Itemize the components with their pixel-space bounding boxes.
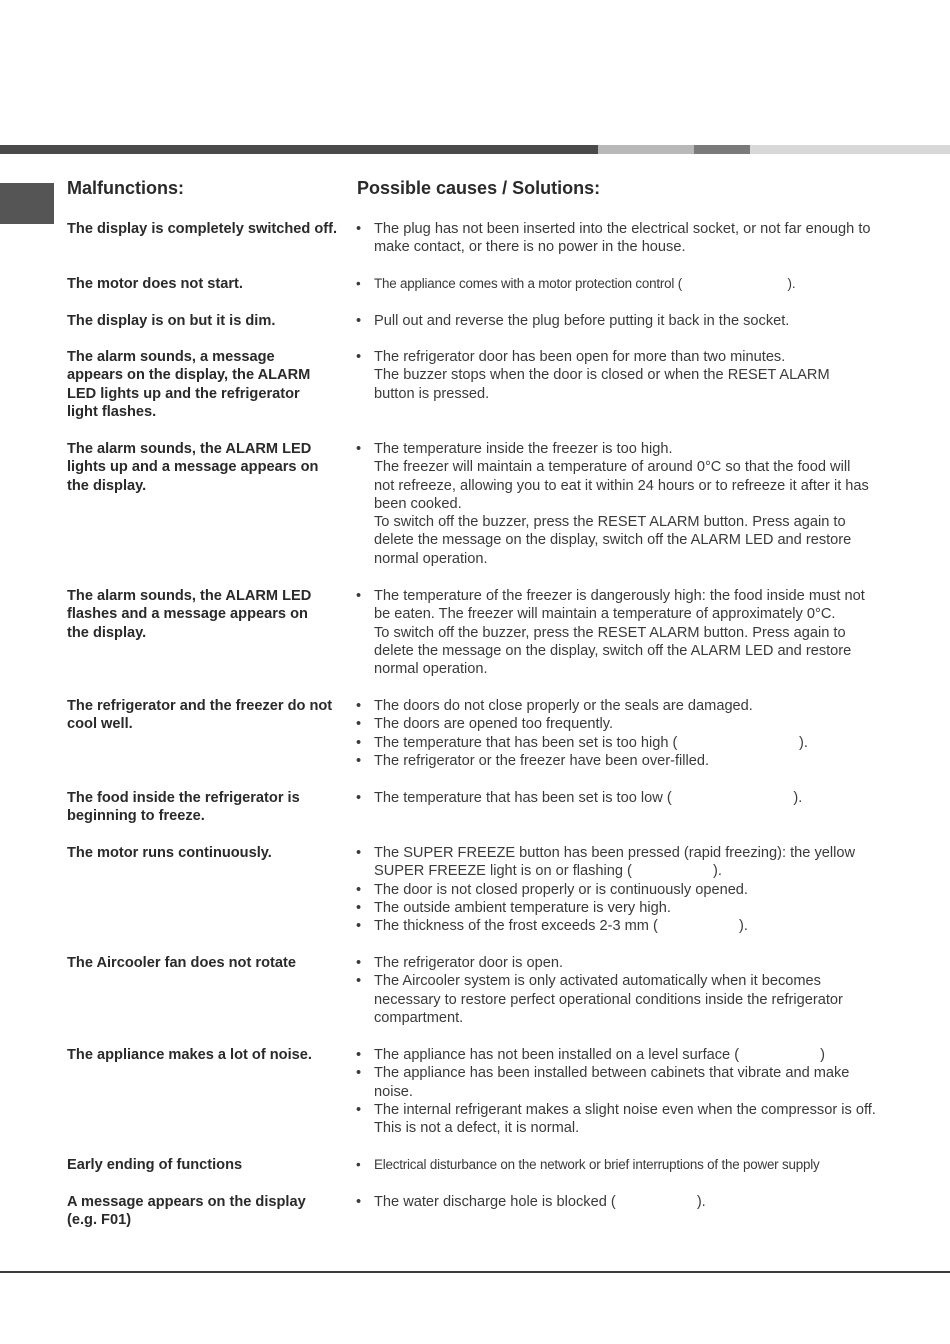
solution-list [356,1193,886,1211]
solution-line: • The temperature that has been set is too low ( ). [374,790,803,806]
solution-item [356,881,886,899]
solution-item [356,789,886,807]
solution-line: • The SUPER FREEZE button has been pressed (rapid freezing): the yellow [374,845,856,861]
malfunction-label [67,1156,350,1174]
solution-line: necessary to restore perfect operational conditions inside the refrigerator [374,991,843,1008]
solution-line: been cooked. [374,495,462,512]
malfunction-line: flashes and a message appears on [67,606,308,623]
solution-item [356,917,886,935]
malfunction-line: LED lights up and the refrigerator [67,385,300,402]
malfunction-label [67,275,350,293]
solution-item [356,1193,886,1211]
malfunction-label [67,312,350,330]
solution-list [356,789,886,807]
solution-item [356,844,886,881]
malfunction-label [67,697,350,734]
solution-line: • The temperature that has been set is too high ( ). [374,734,808,751]
language-tab-marker [0,183,54,224]
solution-line: • The Aircooler system is only activated automatically when it becomes [374,973,821,990]
solution-line: • The thickness of the frost exceeds 2-3 mm ( ). [374,918,748,935]
solution-item [356,734,886,752]
malfunction-line: The Aircooler fan does not rotate [67,955,296,971]
solution-line: • The outside ambient temperature is very high. [374,899,671,916]
solution-list [356,348,886,403]
solution-item [356,1064,886,1101]
malfunction-line: The alarm sounds, the ALARM LED [67,441,312,457]
solution-item [356,899,886,917]
malfunction-line: The display is completely switched off. [67,221,338,237]
solution-list [356,697,886,770]
solution-line: button is pressed. [374,385,490,402]
malfunction-line: cool well. [67,716,133,733]
solution-line: • Pull out and reverse the plug before putting it back in the socket. [374,313,790,329]
solution-item [356,587,886,678]
solution-line: • The appliance has not been installed on a level surface ( ) [374,1047,826,1063]
malfunction-line: the display. [67,624,147,641]
solution-line: delete the message on the display, switch off the ALARM LED and restore [374,532,852,549]
malfunction-label [67,1193,350,1230]
solution-item [356,1156,886,1174]
solution-item [356,752,886,770]
solution-item [356,1046,886,1064]
solution-line: • The water discharge hole is blocked ( ). [374,1194,706,1210]
solution-line: • The refrigerator door is open. [374,955,564,971]
malfunction-label [67,789,350,826]
top-color-bar [0,145,950,154]
solution-list [356,1156,886,1174]
malfunction-line: the display. [67,477,147,494]
solution-line: SUPER FREEZE light is on or flashing ( ). [374,863,722,880]
malfunction-line: The alarm sounds, a message [67,349,275,365]
solution-list [356,954,886,1027]
solution-line: be eaten. The freezer will maintain a temperature of approximately 0°C. [374,606,836,623]
solution-line: • The doors are opened too frequently. [374,716,614,733]
malfunction-label [67,844,350,862]
solution-line: • The refrigerator door has been open for more than two minutes. [374,349,786,365]
solution-list [356,440,886,568]
solution-line: • The appliance has been installed between cabinets that vibrate and make [374,1065,850,1082]
malfunction-line: lights up and a message appears on [67,459,319,476]
malfunction-line: light flashes. [67,403,157,420]
solution-line: • The refrigerator or the freezer have been over-filled. [374,752,710,769]
solution-item [356,715,886,733]
top-bar-segment [750,145,950,154]
solution-line: To switch off the buzzer, press the RESET ALARM button. Press again to [374,624,846,641]
malfunction-label [67,1046,350,1064]
malfunction-line: Early ending of functions [67,1157,243,1173]
solution-item [356,440,886,568]
malfunction-label [67,220,350,238]
solution-list [356,275,886,293]
solution-line: • The temperature inside the freezer is too high. [374,441,673,457]
top-bar-segment [598,145,694,154]
solution-line: • The appliance comes with a motor protection control ( ). [374,276,796,291]
solution-line: • The internal refrigerant makes a slight noise even when the compressor is off. [374,1101,876,1118]
malfunction-line: beginning to freeze. [67,808,205,825]
bottom-rule [0,1271,950,1273]
solution-item [356,954,886,972]
solution-line: noise. [374,1083,413,1100]
solution-list [356,220,886,257]
solution-line: • The plug has not been inserted into the electrical socket, or not far enough to [374,221,871,237]
solution-line: compartment. [374,1009,464,1026]
malfunction-line: appears on the display, the ALARM [67,367,311,384]
malfunction-label [67,440,350,495]
solution-line: make contact, or there is no power in the house. [374,239,686,256]
solution-line: normal operation. [374,550,488,567]
malfunction-label [67,587,350,642]
solution-line: normal operation. [374,661,488,678]
solution-item [356,972,886,1027]
solution-line: • The door is not closed properly or is continuously opened. [374,881,748,898]
solution-line: To switch off the buzzer, press the RESET ALARM button. Press again to [374,514,846,531]
malfunctions-heading: Malfunctions: [67,178,184,198]
solution-item [356,220,886,257]
solution-item [356,312,886,330]
solution-list [356,587,886,678]
malfunction-line: The alarm sounds, the ALARM LED [67,588,312,604]
solution-line: • The temperature of the freezer is dangerously high: the food inside must not [374,588,865,604]
solution-item [356,275,886,293]
malfunction-line: The appliance makes a lot of noise. [67,1047,312,1063]
solution-line: not refreeze, allowing you to eat it within 24 hours or to refreeze it after it has [374,477,869,494]
malfunction-label [67,954,350,972]
solution-line: This is not a defect, it is normal. [374,1120,580,1137]
solution-line: delete the message on the display, switch off the ALARM LED and restore [374,642,852,659]
malfunction-line: The food inside the refrigerator is [67,790,300,806]
malfunction-line: A message appears on the display [67,1194,306,1210]
solution-line: The buzzer stops when the door is closed or when the RESET ALARM [374,367,830,384]
solution-line: The freezer will maintain a temperature of around 0°C so that the food will [374,459,851,476]
malfunction-line: The display is on but it is dim. [67,313,276,329]
solution-line: • Electrical disturbance on the network or brief interruptions of the power supply [374,1157,820,1172]
solutions-heading: Possible causes / Solutions: [357,178,601,198]
top-bar-segment [694,145,750,154]
malfunction-label [67,348,350,421]
top-bar-segment [0,145,598,154]
malfunction-line: The refrigerator and the freezer do not [67,698,333,714]
solution-list [356,312,886,330]
solution-line: • The doors do not close properly or the seals are damaged. [374,698,753,714]
solution-item [356,348,886,403]
solution-list [356,1046,886,1137]
solution-item [356,697,886,715]
solution-item [356,1101,886,1138]
malfunction-line: The motor runs continuously. [67,845,272,861]
malfunction-line: The motor does not start. [67,276,243,292]
solution-list [356,844,886,935]
malfunction-line: (e.g. F01) [67,1212,132,1229]
